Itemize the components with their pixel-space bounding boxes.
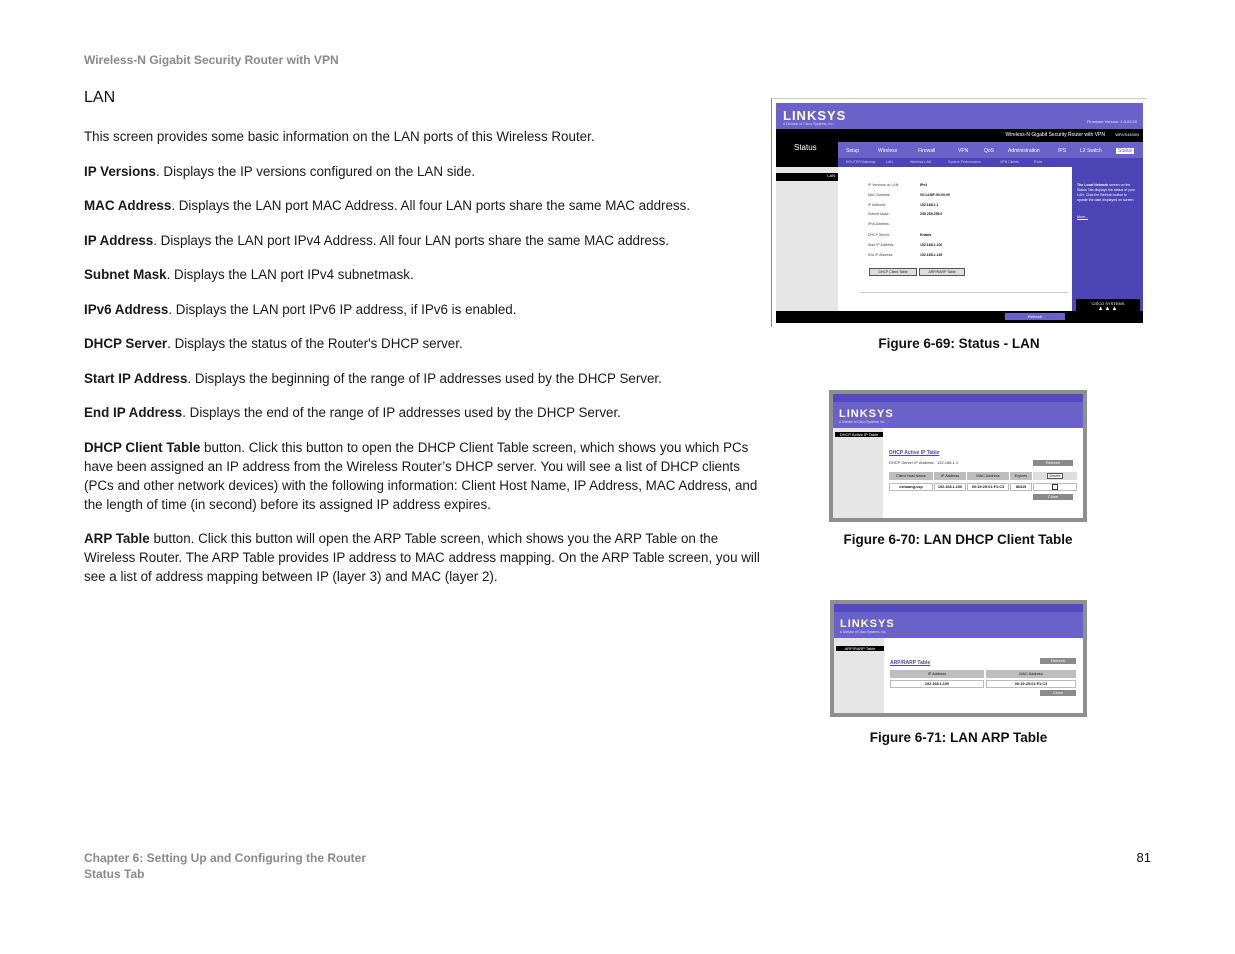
cell-host: cshuang-vsp bbox=[889, 483, 933, 491]
row-label: MAC Address: bbox=[868, 193, 891, 197]
term: IP Address bbox=[84, 232, 154, 248]
section-label: Status bbox=[794, 143, 817, 152]
cell-delete bbox=[1033, 483, 1077, 491]
subtab-wireless-lan[interactable]: Wireless LAN bbox=[910, 160, 932, 164]
row-label: Start IP Address: bbox=[868, 243, 895, 247]
left-column bbox=[833, 428, 883, 518]
tab-administration[interactable]: Administration bbox=[1008, 148, 1040, 154]
desc: . Displays the LAN port IPv4 subnetmask. bbox=[166, 267, 414, 282]
cell-ip: 192.168.1.100 bbox=[934, 483, 966, 491]
section-label: DHCP Active IP Table bbox=[835, 432, 883, 437]
page-number: 81 bbox=[1136, 850, 1151, 865]
desc: . Displays the beginning of the range of IP addresses used by the DHCP Server. bbox=[187, 370, 662, 386]
tab-vpn[interactable]: VPN bbox=[958, 148, 969, 154]
figure-arp-table-screenshot bbox=[830, 600, 1087, 717]
row-label: DHCP Server: bbox=[868, 233, 891, 237]
subtab-lan[interactable]: LAN bbox=[886, 160, 893, 164]
logo-subtitle: A Division of Cisco Systems, Inc. bbox=[839, 420, 886, 424]
info-row bbox=[868, 193, 950, 197]
refresh-button[interactable]: Refresh bbox=[1005, 313, 1065, 320]
desc: . Displays the LAN port IPv6 IP address, if IPv6 is enabled. bbox=[168, 301, 517, 317]
product-name: Wireless-N Gigabit Security Router with VPN bbox=[1005, 132, 1105, 138]
row-label: IP Versions on LAN: bbox=[868, 183, 900, 187]
figure-caption: Figure 6-69: Status - LAN bbox=[878, 336, 1040, 351]
refresh-button[interactable]: Refresh bbox=[1040, 658, 1076, 664]
delete-header bbox=[1033, 472, 1077, 480]
item-arp-table bbox=[84, 529, 760, 586]
col-header-mac: MAC Address bbox=[986, 670, 1076, 678]
item-subnet-mask bbox=[84, 265, 760, 284]
item-ip-address bbox=[84, 231, 760, 250]
help-panel bbox=[1072, 167, 1143, 317]
info-row bbox=[868, 253, 943, 257]
row-label: End IP Address: bbox=[868, 253, 894, 257]
cell-mac: 00:19:25:01:F1:C3 bbox=[967, 483, 1009, 491]
linksys-logo: LINKSYS bbox=[840, 618, 895, 630]
firmware-version: Firmware Version: 1.0.02.00 bbox=[1086, 119, 1137, 124]
item-ipv6-address bbox=[84, 300, 760, 319]
main-tabs bbox=[838, 142, 1143, 158]
item-mac-address bbox=[84, 196, 760, 215]
footer-section: Status Tab bbox=[84, 867, 145, 881]
intro-paragraph: This screen provides some basic information on the LAN ports of this Wireless Router. bbox=[84, 129, 595, 144]
figure-caption: Figure 6-71: LAN ARP Table bbox=[869, 730, 1048, 745]
col-header-mac: MAC Address bbox=[967, 472, 1009, 480]
delete-button[interactable]: Delete bbox=[1047, 473, 1064, 479]
subtab-system-performance[interactable]: System Performance bbox=[948, 160, 981, 164]
term: IP Versions bbox=[84, 163, 156, 179]
row-value: IPv4 bbox=[920, 183, 928, 187]
item-end-ip bbox=[84, 403, 760, 422]
col-header-host: Client Host Name bbox=[889, 472, 933, 480]
row-value: 00:14:BF:00:00:00 bbox=[920, 193, 950, 197]
col-header-ip: IP Address bbox=[934, 472, 966, 480]
linksys-logo: LINKSYS bbox=[783, 108, 847, 123]
delete-checkbox[interactable] bbox=[1052, 484, 1058, 490]
help-text bbox=[1077, 183, 1137, 203]
cisco-logo bbox=[1076, 299, 1140, 319]
section-title: LAN bbox=[84, 89, 116, 106]
running-header: Wireless-N Gigabit Security Router with VPN bbox=[84, 53, 339, 67]
status-section-block bbox=[776, 129, 838, 167]
row-label: IPv6 Address: bbox=[868, 222, 890, 226]
tab-wireless[interactable]: Wireless bbox=[878, 148, 898, 154]
row-value: 192.168.1.1 bbox=[920, 203, 939, 207]
term: DHCP Client Table bbox=[84, 439, 201, 455]
row-value: 255.255.255.0 bbox=[920, 212, 943, 216]
term: IPv6 Address bbox=[84, 301, 169, 317]
product-title-bar bbox=[838, 129, 1143, 142]
desc: . Displays the status of the Router's DHCP server. bbox=[167, 336, 463, 351]
refresh-button[interactable]: Refresh bbox=[1033, 460, 1073, 466]
item-ip-versions bbox=[84, 162, 760, 181]
info-row bbox=[868, 222, 890, 226]
linksys-header-bar bbox=[833, 394, 1083, 428]
lan-label bbox=[776, 173, 838, 181]
figure-dhcp-client-table-screenshot bbox=[829, 390, 1087, 522]
linksys-logo: LINKSYS bbox=[839, 408, 894, 420]
desc: button. Click this button will open the ARP Table screen, which shows you the ARP Table on the Wireless Router. The ARP Table provides IP address to MAC address mapping. On the ARP Table screen, you will see a list of address mapping between IP (layer 3) and MAC (layer 2). bbox=[84, 531, 760, 584]
col-header-ip: IP Address bbox=[890, 670, 984, 678]
row-label: Subnet Mask: bbox=[868, 212, 890, 216]
tab-setup[interactable]: Setup bbox=[846, 148, 860, 154]
table-heading: DHCP Active IP Table bbox=[889, 450, 940, 456]
body-text bbox=[84, 127, 760, 602]
footer bbox=[84, 850, 366, 882]
subtab-vpn-clients[interactable]: VPN Clients bbox=[1000, 160, 1019, 164]
row-value: 192.168.1.100 bbox=[920, 243, 943, 247]
linksys-header-bar bbox=[776, 103, 1143, 129]
arp-table-button[interactable]: ARP/RARP Table bbox=[919, 268, 965, 276]
tab-qos[interactable]: QoS bbox=[984, 148, 995, 154]
desc: button. Click this button to open the DHCP Client Table screen, which shows you which PCs have been assigned an IP address from the Wireless Router’s DHCP server. You will see a list of DHCP clients (PCs and other network devices) with the following information: Client Host Name, IP Address, MAC Address, and the length of time (in second) before its assigned IP address expires. bbox=[84, 439, 758, 512]
col-header-expires: Expires bbox=[1010, 472, 1032, 480]
header-strip bbox=[834, 604, 1083, 612]
cell-expires: 86319 bbox=[1010, 483, 1032, 491]
item-dhcp-server bbox=[84, 334, 760, 353]
footer-chapter: Chapter 6: Setting Up and Configuring the Router bbox=[84, 851, 366, 865]
desc: . Displays the IP versions configured on the LAN side. bbox=[155, 163, 476, 179]
figure-caption: Figure 6-70: LAN DHCP Client Table bbox=[843, 532, 1073, 547]
info-row bbox=[868, 243, 943, 247]
info-row bbox=[868, 233, 932, 237]
term: Start IP Address bbox=[84, 370, 188, 386]
cell-mac: 00:19:25:01:F1:C3 bbox=[986, 680, 1076, 688]
item-dhcp-client-table bbox=[84, 438, 760, 514]
desc: . Displays the LAN port MAC Address. All four LAN ports share the same MAC address. bbox=[171, 198, 691, 213]
info-row bbox=[868, 183, 928, 187]
sub-tabs bbox=[838, 158, 1143, 167]
desc: . Displays the end of the range of IP addresses used by the DHCP Server. bbox=[182, 405, 621, 420]
subtab-router[interactable]: ROUTER/Gateway bbox=[846, 160, 876, 164]
info-row bbox=[868, 212, 943, 216]
term: Subnet Mask bbox=[84, 267, 167, 282]
tab-l2-switch[interactable]: L2 Switch bbox=[1080, 148, 1102, 154]
row-value: Enable bbox=[920, 233, 932, 237]
logo-subtitle: A Division of Cisco Systems, Inc. bbox=[783, 122, 834, 126]
table-heading: ARP/RARP Table bbox=[890, 660, 931, 666]
desc: . Displays the LAN port IPv4 Address. All four LAN ports share the same MAC address. bbox=[153, 232, 669, 248]
row-label: IP Address: bbox=[868, 203, 886, 207]
info-row bbox=[868, 203, 939, 207]
linksys-header-bar bbox=[834, 604, 1083, 638]
cisco-logo-text: CISCO SYSTEMS bbox=[1091, 301, 1125, 306]
tab-status[interactable]: Status bbox=[1118, 148, 1133, 154]
lan-label-text: LAN bbox=[827, 173, 835, 178]
figure-status-lan-screenshot bbox=[771, 98, 1147, 327]
divider bbox=[860, 292, 1068, 293]
tab-firewall[interactable]: Firewall bbox=[918, 148, 936, 154]
term: ARP Table bbox=[84, 531, 150, 546]
header-strip bbox=[833, 394, 1083, 402]
cell-ip: 192.168.1.100 bbox=[890, 680, 984, 688]
close-button[interactable]: Close bbox=[1040, 690, 1076, 696]
left-column bbox=[776, 167, 838, 323]
term: MAC Address bbox=[84, 198, 172, 213]
dhcp-client-table-button[interactable]: DHCP Client Table bbox=[869, 268, 917, 276]
help-body: screen on the Status Tab displays the status of your LAN. Click the Refresh button to update the data displayed on screen. bbox=[1077, 183, 1135, 202]
more-link[interactable]: More... bbox=[1077, 215, 1088, 219]
row-value: 192.168.1.149 bbox=[920, 253, 943, 257]
model-number: WRVS4400N bbox=[1115, 132, 1139, 137]
cisco-bridge-icon: ▲▲▲ bbox=[1097, 306, 1119, 312]
subtab-ports[interactable]: Ports bbox=[1034, 160, 1043, 164]
server-ip-label: DHCP Server IP Address: bbox=[889, 460, 935, 465]
logo-subtitle: A Division of Cisco Systems, Inc. bbox=[840, 630, 887, 634]
item-start-ip bbox=[84, 369, 760, 388]
term: DHCP Server bbox=[84, 336, 168, 351]
section-label: ARP/RARP Table bbox=[836, 646, 884, 651]
close-button[interactable]: Close bbox=[1033, 494, 1073, 500]
server-ip-value: 192.168.1.1 bbox=[937, 460, 959, 465]
tab-ips[interactable]: IPS bbox=[1058, 148, 1067, 154]
help-title: The Local Network bbox=[1077, 183, 1109, 187]
term: End IP Address bbox=[84, 405, 183, 420]
lan-info-panel bbox=[838, 167, 1072, 311]
